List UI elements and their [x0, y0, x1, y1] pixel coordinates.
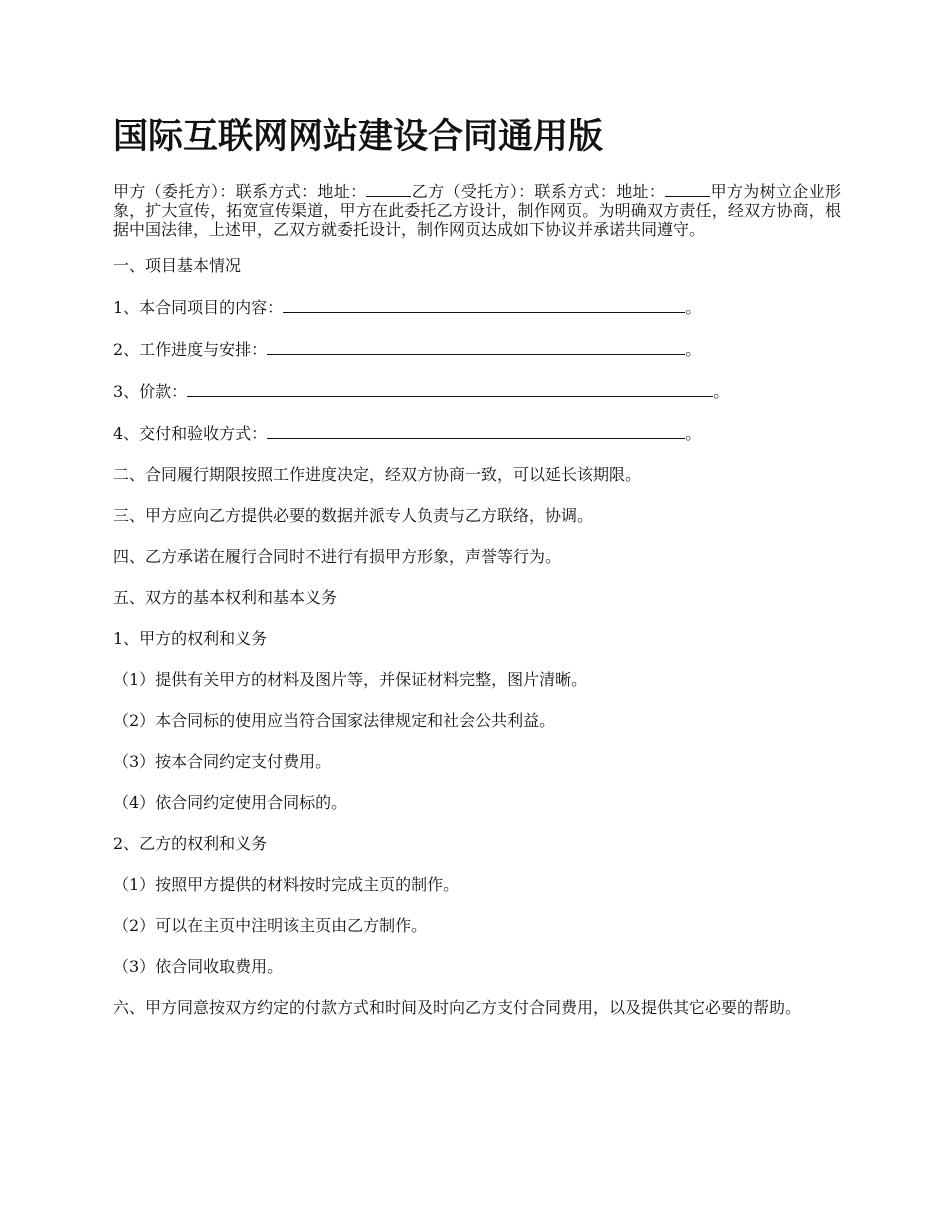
- party-a-info: 甲方（委托方）：联系方式：地址：: [113, 182, 367, 201]
- document-title: 国际互联网网站建设合同通用版: [113, 116, 604, 157]
- contract-document: [113, 112, 841, 1039]
- item1-label: 1、本合同项目的内容：: [113, 298, 284, 317]
- section3-paragraph: 三、甲方应向乙方提供必要的数据并派专人负责与乙方联络，协调。: [113, 506, 594, 525]
- item4-end: 。: [685, 424, 702, 443]
- party-a-item: （1）提供有关甲方的材料及图片等，并保证材料完整，图片清晰。: [113, 670, 588, 689]
- party-a-address-blank: [366, 181, 411, 197]
- item1-end: 。: [685, 298, 702, 317]
- intro-body: 甲方为树立企业形象，扩大宣传，拓宽宣传渠道，甲方在此委托乙方设计，制作网页。为明确双方责任，经双方协商，根据中国法律，上述甲，乙双方就委托设计，制作网页达成如下协议并承诺共同遵守。: [113, 182, 841, 239]
- party-a-item: （4）依合同约定使用合同标的。: [113, 793, 348, 812]
- section1-item3: [113, 381, 841, 401]
- item4-blank: [267, 423, 685, 439]
- party-b-info: 乙方（受托方）：联系方式：地址：: [411, 182, 666, 201]
- item4-label: 4、交付和验收方式：: [113, 424, 268, 443]
- section6-paragraph: 六、甲方同意按双方约定的付款方式和时间及时向乙方支付合同费用，以及提供其它必要的帮助。: [113, 998, 802, 1017]
- section1-item4: [113, 423, 841, 443]
- section4-paragraph: 四、乙方承诺在履行合同时不进行有损甲方形象，声誉等行为。: [113, 547, 562, 566]
- item2-end: 。: [685, 340, 702, 359]
- section2-paragraph: 二、合同履行期限按照工作进度决定，经双方协商一致，可以延长该期限。: [113, 465, 642, 484]
- item3-end: 。: [713, 382, 730, 401]
- intro-paragraph: [113, 181, 841, 239]
- section1-heading: 一、项目基本情况: [113, 256, 242, 275]
- party-b-item: （3）依合同收取费用。: [113, 957, 284, 976]
- party-b-item: （2）可以在主页中注明该主页由乙方制作。: [113, 916, 428, 935]
- item3-blank: [187, 381, 713, 397]
- section1-item1: [113, 297, 841, 317]
- section5-heading: 五、双方的基本权利和基本义务: [113, 588, 338, 607]
- party-b-rights-heading: 2、乙方的权利和义务: [113, 834, 268, 853]
- party-a-item: （2）本合同标的使用应当符合国家法律规定和社会公共利益。: [113, 711, 556, 730]
- party-b-address-blank: [665, 181, 710, 197]
- party-a-rights-heading: 1、甲方的权利和义务: [113, 629, 268, 648]
- item2-label: 2、工作进度与安排：: [113, 340, 268, 359]
- party-a-item: （3）按本合同约定支付费用。: [113, 752, 332, 771]
- item3-label: 3、价款：: [113, 382, 188, 401]
- section1-item2: [113, 339, 841, 359]
- party-b-item: （1）按照甲方提供的材料按时完成主页的制作。: [113, 875, 460, 894]
- item2-blank: [267, 339, 685, 355]
- item1-blank: [283, 297, 685, 313]
